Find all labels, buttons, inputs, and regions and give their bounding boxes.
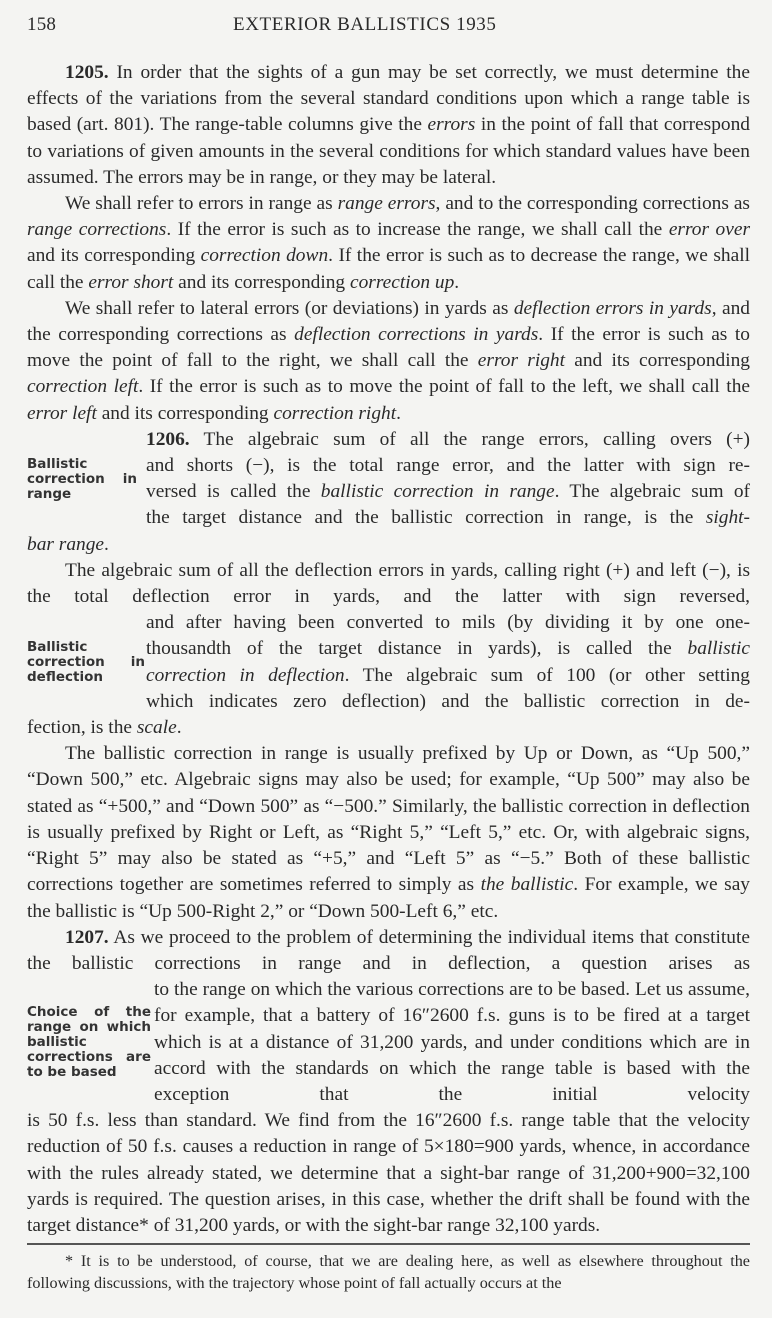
running-title: EXTERIOR BALLISTICS 1935 xyxy=(233,14,497,35)
section-number: 1206. xyxy=(146,428,190,450)
paragraph-prefix-conventions: The ballistic correction in range is usually prefixed by Up or Down, as “Up 500,” “Down 500,” etc. Algebraic signs may also be used; for example, “Up 500” may also be stated as “+500,” and “Down 500” as “−500.” Similarly, the ballistic correction in deflection is usually prefixed by Right or Left, as “Right 5,” “Left 5,” etc. Or, with algebraic signs, “Right 5” may also be stated as “+5,” and “Left 5” as “−5.” Both of these ballistic corrections together are sometimes referred to simply as the ballistic. For example, we say the ballistic is “Up 500-Right 2,” or “Down 500-Left 6,” etc. xyxy=(27,743,750,922)
paragraph-deflection-errors: We shall refer to lateral errors (or deviations) in yards as deflection errors in yards, and the corresponding corrections as deflection corrections in yards. If the error is such as to move the point of fall to the right, we shall call the error right and its corresponding correction left. If the error is such as to move the point of fall to the left, we shall call the error left and its corresponding correction right. xyxy=(27,297,750,424)
page-header xyxy=(27,14,750,42)
paragraph-1207-wrap: Choice of the range on which ballistic corrections are to be based to the range on which the various corrections are to be based. Let us assume, for example, that a battery of 16″2600 f.s. guns is to be fired at a target which is at a distance of 31,200 yards, and under conditions which are in accord with the standards on which the range table is based with the exception that the initial velocity xyxy=(27,979,750,1105)
paragraph-1206-wrap: Ballistic correction in range 1206. The algebraic sum of all the range errors, calling overs (+) and shorts (−), is the total range error, and the latter with sign re- versed is called the ballistic correction in range. The algebraic sum of the target distance and the ballistic correction in range, is the sight- xyxy=(27,428,750,529)
section-number: 1207. xyxy=(65,926,109,948)
paragraph-1205: 1205. In order that the sights of a gun may be set correctly, we must determine the effects of the variations from the several standard conditions upon which a range table is based (art. 801). The range-table columns give the errors in the point of fall that correspond to variations of given amounts in the several conditions for which standard values have been assumed. The errors may be in range, or they may be lateral. xyxy=(27,62,750,188)
page-number: 158 xyxy=(27,14,57,35)
section-number: 1205. xyxy=(65,62,109,83)
sidenote-choice-of-range: Choice of the range on which ballistic corrections are to be based xyxy=(27,1004,151,1081)
paragraph-1207: 1207. As we proceed to the problem of determining the individual items that constitute the ballistic corrections in range and in deflection, a question arises as xyxy=(27,926,750,974)
paragraph-1207-tail: is 50 f.s. less than standard. We find from the 16″2600 f.s. range table that the velocity reduction of 50 f.s. causes a reduction in range of 5×180=900 yards, whence, in accordance with the rules already stated, we determine that a sight-bar range of 31,200+900=32,100 yards is required. The question arises, in this case, whether the drift shall be found with the target distance* of 31,200 yards, or with the sight-bar range 32,100 yards. xyxy=(27,1110,750,1236)
body-text: 1205. In order that the sights of a gun may be set correctly, we must determine the effects of the variations from the several standard conditions upon which a range table is based (art. 801). The range-table columns give the errors in the point of fall that correspond to variations of given amounts in the several conditions for which standard values have been assumed. The errors may be in range, or they may be lateral. We shall refer to errors in range as range errors, and to the corresponding corrections as range corrections. If the error is such as to increase the range, we shall call the error over and its corresponding correction down. If the error is such as to decrease the range, we shall call the error short and its corresponding correction up. We shall refer to lateral errors (or deviations) in yards as deflection errors in yards, and the corresponding corrections as deflection corrections in yards. If the error is such as to move the point of fall to the right, we shall call the error right and its corresponding correction left. If the error is such as to move the point of fall to the left, we shall call the error left and its corresponding correction right. Ballistic correction in range 1206. The algebraic sum of all the range errors, calling overs (+) and shorts (−), is the total range error, and the latter with sign re- versed is called the ballistic correction in range. The algebraic sum of the target distance and the ballistic correction in range, is the sight- bar range. The algebraic sum of all the deflection errors in yards, calling right (+) and left (−), is the total deflection error in yards, and the latter with sign reversed, Ballistic correction in deflection and after having been converted to mils (by dividing it by one one- thousandth of the target distance in yards), is called the ballistic correction in deflection. The algebraic sum of 100 (or other setting which indicates zero deflection) and the ballistic correction in de- fection, is the scale. The ballistic correction in range is usually prefixed by Up or Down, as “Up 500,” “Down 500,” etc. Algebraic signs may also be used; for example, “Up 500” may also be stated as “+500,” and “Down 500” as “−500.” Similarly, the ballistic correction in deflection is usually prefixed by Right or Left, as “Right 5,” “Left 5,” etc. Or, with algebraic signs, “Right 5” may also be stated as “+5,” and “Left 5” as “−5.” Both of these ballistic corrections together are sometimes referred to simply as the ballistic. For example, we say the ballistic is “Up 500-Right 2,” or “Down 500-Left 6,” etc. 1207. As we proceed to the problem of determining the individual items that constitute the ballistic corrections in range and in deflection, a question arises as Choice of the range on which ballistic corrections are to be based to the range on which the various corrections are to be based. Let us assume, for example, that a battery of 16″2600 f.s. guns is to be fired at a target which is at a distance of 31,200 yards, and under conditions which are in accord with the standards on which the range table is based with the exception that the initial velocity is 50 f.s. less than standard. We find from the 16″2600 f.s. range table that the velocity reduction of 50 f.s. causes a reduction in range of 5×180=900 yards, whence, in accordance with the rules already stated, we determine that a sight-bar range of 31,200+900=32,100 yards is required. The question arises, in this case, whether the drift shall be found with the target distance* of 31,200 yards, or with the sight-bar range 32,100 yards. xyxy=(27,60,750,1239)
paragraph-deflection-sum: The algebraic sum of all the deflection errors in yards, calling right (+) and left (−), is the total deflection error in yards, and the latter with sign reversed, xyxy=(27,559,750,608)
sidenote-ballistic-correction-range: Ballistic correction in range xyxy=(27,455,137,502)
footnote: * It is to be understood, of course, that we are dealing here, as well as elsewhere throughout the following discussions, with the trajectory whose point of fall actually occurs at the xyxy=(27,1252,750,1292)
paragraph-deflection-wrap: Ballistic correction in deflection and after having been converted to mils (by dividing it by one one- thousandth of the target distance in yards), is called the ballistic correction in deflection. The algebraic sum of 100 (or other setting which indicates zero deflection) and the ballistic correction in de- xyxy=(27,612,750,712)
sidenote-ballistic-correction-deflection: Ballistic correction in deflection xyxy=(27,639,145,686)
footnote-rule xyxy=(27,1243,750,1245)
paragraph-range-errors: We shall refer to errors in range as range errors, and to the corresponding corrections as range corrections. If the error is such as to increase the range, we shall call the error over and its corresponding correction down. If the error is such as to decrease the range, we shall call the error short and its corresponding correction up. xyxy=(27,193,750,293)
